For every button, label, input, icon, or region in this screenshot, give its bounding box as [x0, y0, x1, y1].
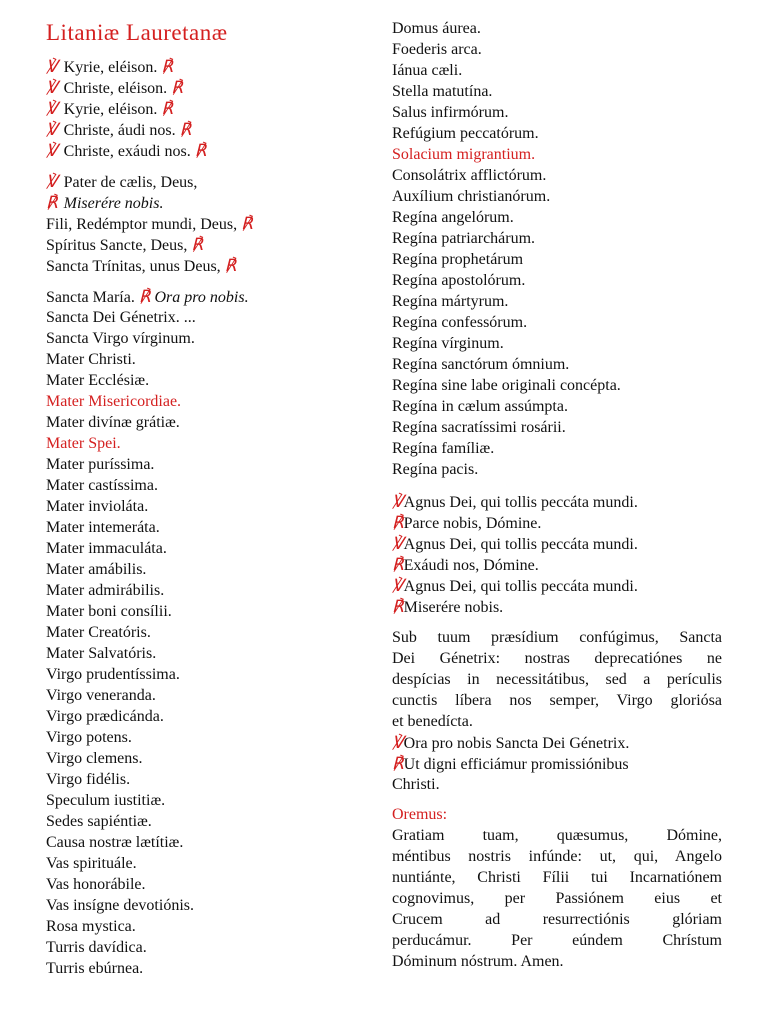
oremus-line: Dóminum nóstrum. Amen.	[392, 953, 564, 970]
invocation: Turris ebúrnea.	[46, 960, 144, 977]
sancta-maria-text: Sancta María.	[46, 289, 135, 306]
agnus-text: Miserére nobis.	[403, 599, 504, 616]
versicle-symbol: ℣	[392, 534, 404, 553]
sub-tuum-response-text: Ut digni efficiámur promissiónibus	[403, 756, 629, 773]
invocation: Regína confessórum.	[392, 314, 528, 331]
agnus-line	[392, 597, 503, 618]
invocation-highlighted: Mater Misericordiae.	[46, 393, 182, 410]
spiritus-line	[46, 235, 203, 256]
invocation: Vas insígne devotiónis.	[46, 897, 194, 914]
versicle-symbol: ℣	[46, 78, 58, 97]
invocation: Regína sine labe originali concépta.	[392, 377, 621, 394]
invocation: Rosa mystica.	[46, 918, 136, 935]
agnus-line	[392, 576, 638, 597]
invocation: Regína sanctórum ómnium.	[392, 356, 570, 373]
invocation: Mater Creatóris.	[46, 624, 151, 641]
response-symbol: ℟	[179, 120, 192, 139]
versicle-symbol: ℣	[46, 141, 58, 160]
invocation: Regína pacis.	[392, 461, 479, 478]
invocation: Regína in cælum assúmpta.	[392, 398, 568, 415]
sub-tuum-line: Dei Génetrix: nostras deprecatiónes ne	[392, 650, 722, 667]
invocation: Refúgium peccatórum.	[392, 125, 539, 142]
invocation: Regína patriarchárum.	[392, 230, 536, 247]
invocation: Mater invioláta.	[46, 498, 149, 515]
response-symbol: ℟	[194, 141, 207, 160]
fili-text: Fili, Redémptor mundi, Deus,	[46, 216, 238, 233]
invocation: Iánua cæli.	[392, 62, 463, 79]
sub-tuum-response-cont: Christi.	[392, 776, 440, 793]
sub-tuum-line: Sub tuum præsídium confúgimus, Sancta	[392, 629, 722, 646]
response-symbol: ℟	[224, 256, 237, 275]
invocation: Mater divínæ grátiæ.	[46, 414, 180, 431]
kyrie-line	[46, 78, 183, 99]
response-symbol: ℟	[161, 57, 174, 76]
invocation: Vas spirituále.	[46, 855, 137, 872]
oremus-line: nuntiánte, Christi Fílii tui Incarnatiónem	[392, 869, 722, 886]
kyrie-text: Kyrie, eléison.	[63, 101, 158, 118]
sub-tuum-response	[392, 754, 629, 775]
invocation: Causa nostræ lætítiæ.	[46, 834, 184, 851]
invocation: Auxílium christianórum.	[392, 188, 551, 205]
miserere-text: Miserére nobis.	[63, 195, 164, 212]
pater-text: Pater de cælis, Deus,	[63, 174, 198, 191]
invocation: Regína apostolórum.	[392, 272, 526, 289]
sub-tuum-line: cunctis líbera nos semper, Virgo gloriósa	[392, 692, 722, 709]
invocation: Virgo clemens.	[46, 750, 143, 767]
invocation: Regína sacratíssimi rosárii.	[392, 419, 566, 436]
miserere-line	[46, 193, 163, 214]
response-symbol: ℟	[392, 513, 404, 532]
spiritus-text: Spíritus Sancte, Deus,	[46, 237, 188, 254]
response-symbol: ℟	[392, 555, 404, 574]
agnus-line	[392, 534, 638, 555]
invocation: Virgo fidélis.	[46, 771, 131, 788]
oremus-line: cognovimus, per Passiónem eius et	[392, 890, 722, 907]
agnus-text: Exáudi nos, Dómine.	[403, 557, 539, 574]
invocation: Sancta Virgo vírginum.	[46, 330, 195, 347]
agnus-text: Agnus Dei, qui tollis peccáta mundi.	[403, 494, 638, 511]
versicle-symbol: ℣	[46, 120, 58, 139]
sub-tuum-versicle-text: Ora pro nobis Sancta Dei Génetrix.	[403, 735, 630, 752]
fili-line	[46, 214, 253, 235]
versicle-symbol: ℣	[392, 576, 404, 595]
invocation: Sedes sapiéntiæ.	[46, 813, 152, 830]
kyrie-line	[46, 120, 191, 141]
kyrie-text: Christe, eléison.	[63, 80, 168, 97]
invocation: Vas honorábile.	[46, 876, 146, 893]
versicle-symbol: ℣	[392, 492, 404, 511]
invocation: Foederis arca.	[392, 41, 482, 58]
invocation: Turris davídica.	[46, 939, 147, 956]
invocation-highlighted: Solacium migrantium.	[392, 146, 536, 163]
agnus-line	[392, 492, 638, 513]
kyrie-text: Kyrie, eléison.	[63, 59, 158, 76]
invocation: Mater amábilis.	[46, 561, 147, 578]
invocation: Mater puríssima.	[46, 456, 155, 473]
kyrie-text: Christe, exáudi nos.	[63, 143, 191, 160]
response-symbol: ℟	[171, 78, 183, 97]
invocation: Speculum iustitiæ.	[46, 792, 166, 809]
versicle-symbol: ℣	[46, 172, 58, 191]
oremus-line: Crucem ad resurrectiónis glóriam	[392, 911, 722, 928]
kyrie-line	[46, 57, 173, 78]
kyrie-line	[46, 99, 173, 120]
trinitas-line	[46, 256, 236, 277]
invocation: Sancta Dei Génetrix. ...	[46, 309, 196, 326]
response-symbol: ℟	[392, 597, 404, 616]
oremus-line: Gratiam tuam, quæsumus, Dómine,	[392, 827, 722, 844]
response-symbol: ℟	[138, 287, 151, 306]
invocation: Virgo prudentíssima.	[46, 666, 180, 683]
sub-tuum-line: despícias in necessitátibus, sed a perículis	[392, 671, 722, 688]
response-symbol: ℟	[392, 754, 404, 773]
invocation-highlighted: Mater Spei.	[46, 435, 121, 452]
response-symbol: ℟	[46, 193, 58, 212]
invocation: Mater Christi.	[46, 351, 136, 368]
sub-tuum-versicle	[392, 733, 629, 754]
kyrie-line	[46, 141, 206, 162]
invocation: Consolátrix afflictórum.	[392, 167, 547, 184]
invocation: Mater boni consílii.	[46, 603, 172, 620]
kyrie-text: Christe, áudi nos.	[63, 122, 176, 139]
invocation: Mater intemeráta.	[46, 519, 160, 536]
invocation: Salus infirmórum.	[392, 104, 509, 121]
invocation: Virgo potens.	[46, 729, 132, 746]
invocation: Mater Salvatóris.	[46, 645, 157, 662]
response-symbol: ℟	[191, 235, 203, 254]
page-title: Litaniæ Lauretanæ	[46, 20, 228, 45]
invocation: Virgo prædicánda.	[46, 708, 164, 725]
invocation: Virgo veneranda.	[46, 687, 156, 704]
sancta-maria-line	[46, 287, 249, 308]
invocation: Domus áurea.	[392, 20, 481, 37]
invocation: Regína famíliæ.	[392, 440, 495, 457]
invocation: Mater castíssima.	[46, 477, 158, 494]
oremus-heading: Oremus:	[392, 806, 448, 823]
response-symbol: ℟	[161, 99, 174, 118]
invocation: Regína angelórum.	[392, 209, 514, 226]
invocation: Regína prophetárum	[392, 251, 524, 268]
oremus-line: perducámur. Per eúndem Chrístum	[392, 932, 722, 949]
pater-line	[46, 172, 197, 193]
agnus-text: Agnus Dei, qui tollis peccáta mundi.	[403, 578, 638, 595]
versicle-symbol: ℣	[46, 99, 58, 118]
invocation: Mater Ecclésiæ.	[46, 372, 150, 389]
ora-pro-nobis-text: Ora pro nobis.	[154, 289, 249, 306]
agnus-text: Agnus Dei, qui tollis peccáta mundi.	[403, 536, 638, 553]
invocation: Regína mártyrum.	[392, 293, 509, 310]
agnus-text: Parce nobis, Dómine.	[403, 515, 542, 532]
invocation: Regína vírginum.	[392, 335, 504, 352]
agnus-line	[392, 555, 539, 576]
oremus-line: méntibus nostris infúnde: ut, qui, Angelo	[392, 848, 722, 865]
agnus-line	[392, 513, 541, 534]
response-symbol: ℟	[241, 214, 253, 233]
invocation: Mater immaculáta.	[46, 540, 167, 557]
versicle-symbol: ℣	[46, 57, 58, 76]
trinitas-text: Sancta Trínitas, unus Deus,	[46, 258, 221, 275]
invocation: Mater admirábilis.	[46, 582, 165, 599]
versicle-symbol: ℣	[392, 733, 404, 752]
invocation: Stella matutína.	[392, 83, 493, 100]
sub-tuum-line: et benedícta.	[392, 713, 473, 730]
